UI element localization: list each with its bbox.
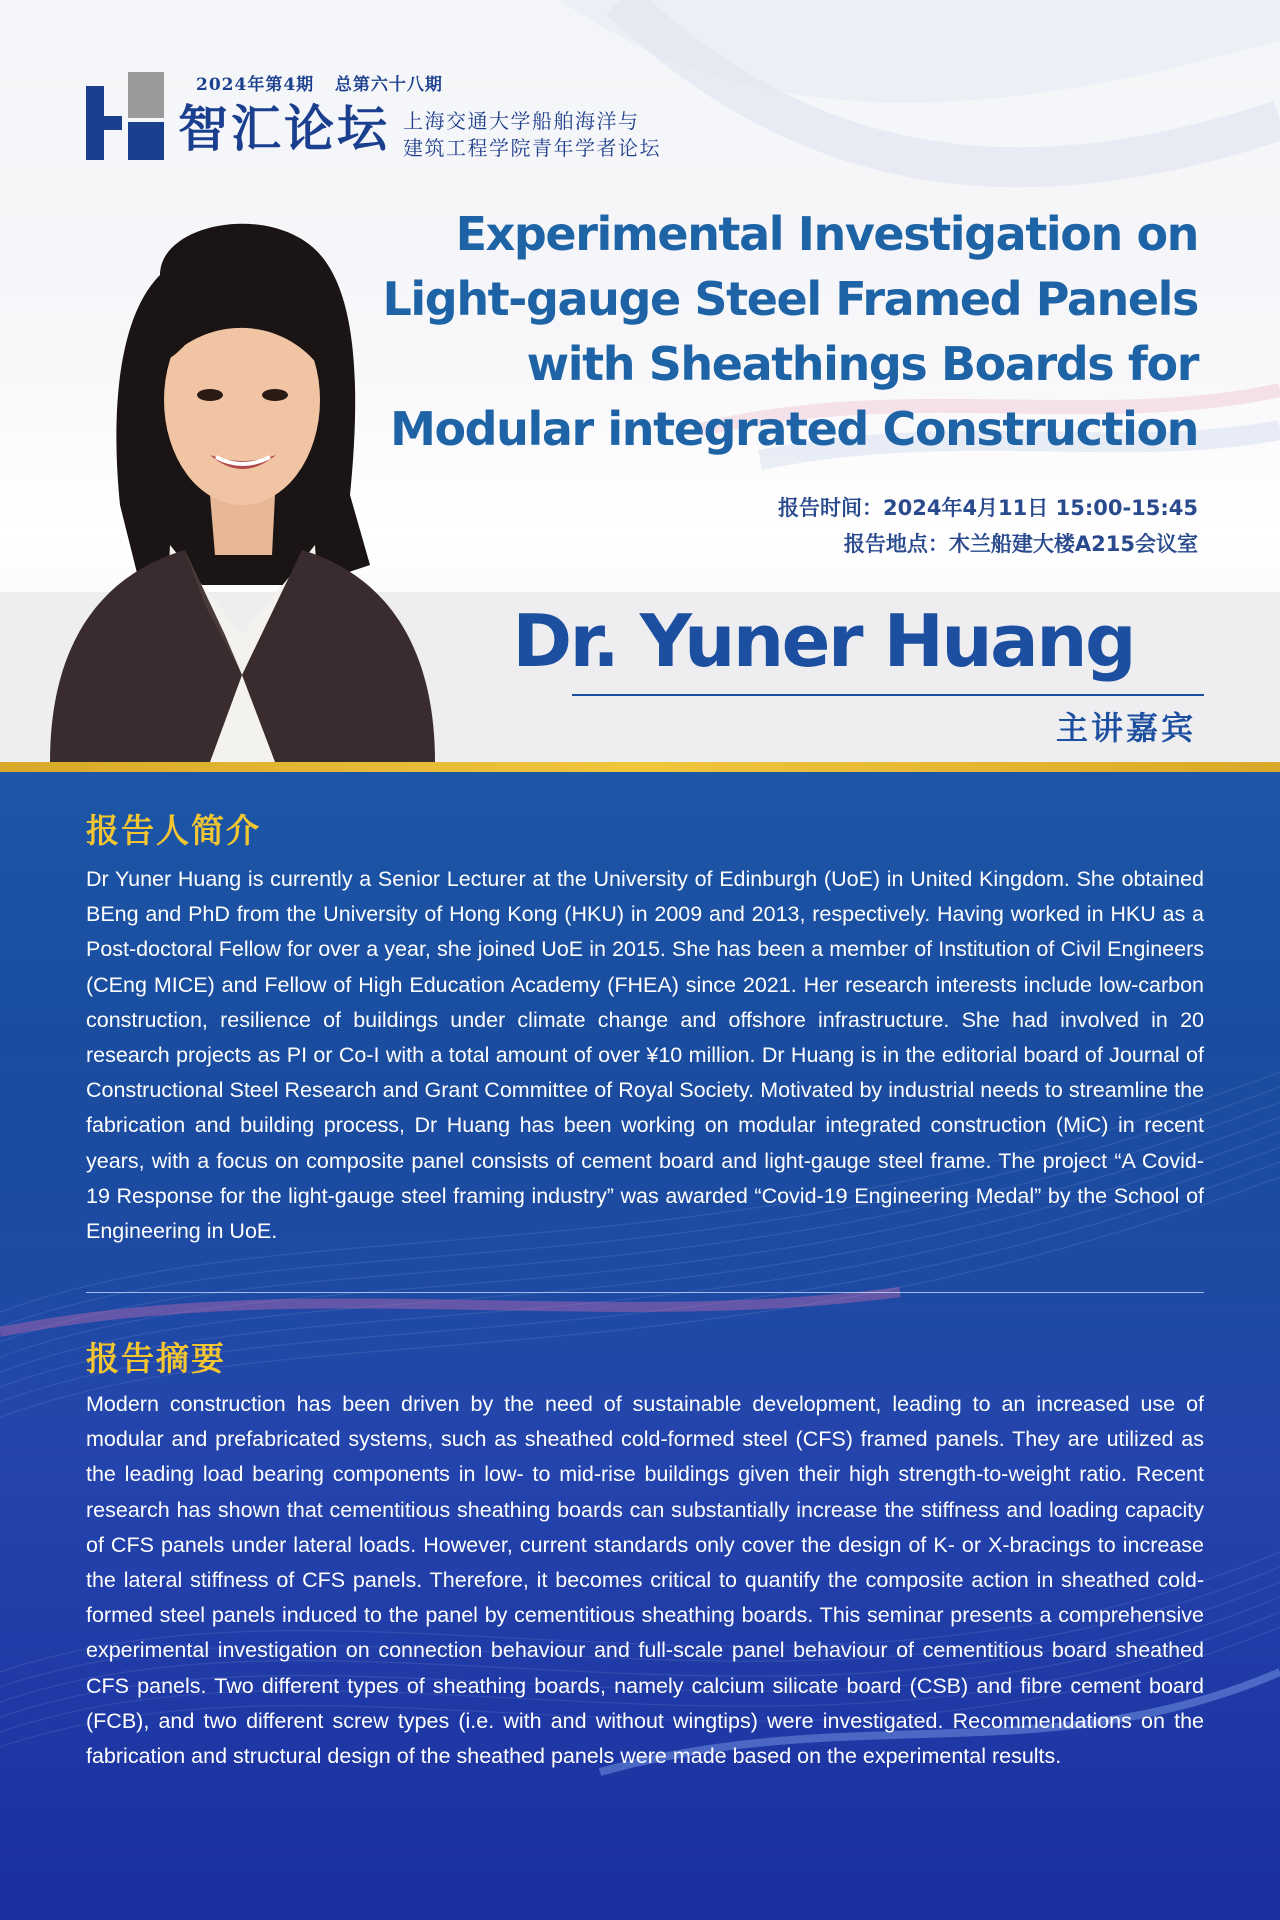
talk-title [338, 202, 1198, 462]
talk-title-line: Modular integrated Construction [390, 402, 1198, 456]
talk-location: 报告地点：木兰船建大楼A215会议室 [843, 532, 1198, 556]
talk-time: 报告时间：2024年4月11日 15:00-15:45 [778, 496, 1198, 520]
abstract-text: Modern construction has been driven by the need of sustainable development, leading to an increased use of modular and prefabricated systems, such as sheathed cold-formed steel (CFS) framed panels. They are utilized as the leading load bearing components in low- to mid-rise buildings given their high strength-to-weight ratio. Recent research has shown that cementitious sheathing boards can substantially increase the stiffness and loading capacity of CFS panels under lateral loads. However, current standards only cover the design of K- or X-bracings to increase the lateral stiffness of CFS panels. Therefore, it becomes critical to quantify the composite action in sheathed cold-formed steel panels induced to the panel by cementitious sheathing boards. This seminar presents a comprehensive experimental investigation on connection behaviour and full-scale panel behaviour of cementitious board sheathed CFS panels. Two different types of sheathing boards, namely calcium silicate board (CSB) and fibre cement board (FCB), and two different screw types (i.e. with and without wingtips) were investigated. Recommendations on the fabrication and structural design of the sheathed panels were made based on the experimental results. [86, 1392, 1204, 1769]
forum-logo-icon [86, 72, 166, 162]
name-underline [572, 694, 1204, 696]
content-section [0, 772, 1280, 1920]
forum-title: 智汇论坛 [178, 99, 390, 158]
talk-meta [778, 490, 1198, 562]
talk-title-line: with Sheathings Boards for [526, 337, 1198, 391]
talk-title-line: Experimental Investigation on [455, 207, 1198, 261]
talk-title-line: Light-gauge Steel Framed Panels [382, 272, 1198, 326]
speaker-name: Dr. Yuner Huang [512, 599, 1134, 683]
header-section [0, 0, 1280, 762]
forum-subtitle-line2: 建筑工程学院青年学者论坛 [403, 136, 661, 160]
speaker-role: 主讲嘉宾 [1055, 709, 1196, 747]
abstract-heading: 报告摘要 [86, 1339, 226, 1378]
forum-subtitle [403, 108, 661, 162]
section-divider [86, 1292, 1204, 1293]
issue-number: 2024年第4期 总第六十八期 [196, 75, 443, 95]
gold-divider [0, 762, 1280, 772]
forum-subtitle-line1: 上海交通大学船舶海洋与 [403, 109, 640, 133]
bio-text: Dr Yuner Huang is currently a Senior Lecturer at the University of Edinburgh (UoE) in United Kingdom. She obtained BEng and PhD from the University of Hong Kong (HKU) in 2009 and 2013, respectively. Having worked in HKU as a Post-doctoral Fellow for over a year, she joined UoE in 2015. She has been a member of Institution of Civil Engineers (CEng MICE) and Fellow of High Education Academy (FHEA) since 2021. Her research interests include low-carbon construction, resilience of buildings under climate change and offshore infrastructure. She had involved in 20 research projects as PI or Co-I with a total amount of over ¥10 million. Dr Huang is in the editorial board of Journal of Constructional Steel Research and Grant Committee of Royal Society. Motivated by industrial needs to streamline the fabrication and building process, Dr Huang has been working on modular integrated construction (MiC) in recent years, with a focus on composite panel consists of cement board and light-gauge steel frame. The project “A Covid-19 Response for the light-gauge steel framing industry” was awarded “Covid-19 Engineering Medal” by the School of Engineering in UoE. [86, 867, 1204, 1244]
bio-heading: 报告人简介 [86, 811, 261, 850]
